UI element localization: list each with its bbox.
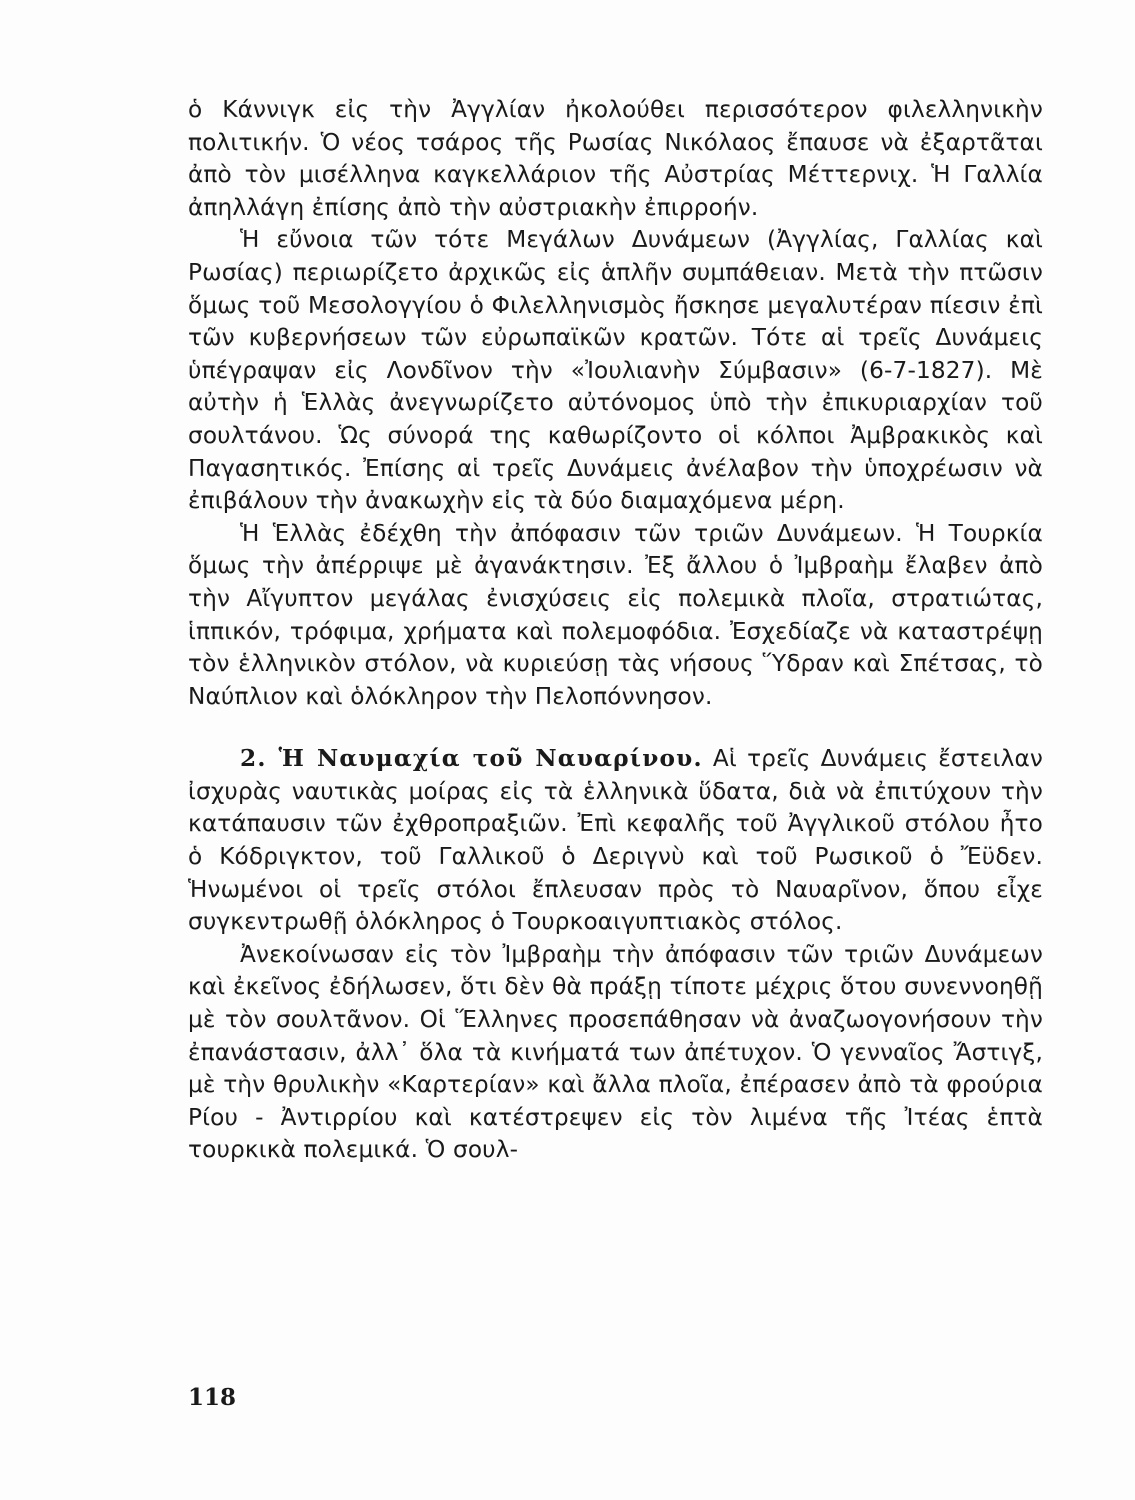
paragraph-3: Ἡ Ἑλλὰς ἐδέχθη τὴν ἀπόφασιν τῶν τριῶν Δυνάμεων. Ἡ Τουρκία ὅμως τὴν ἀπέρριψε μὲ ἀγανάκτησιν. Ἐξ ἄλλου ὁ Ἰμβραὴμ ἔλαβεν ἀπὸ τὴν Αἴγυπτον μεγάλας ἐνισχύσεις εἰς πολεμικὰ πλοῖα, στρατιώτας, ἱππικόν, τρόφιμα, χρήματα καὶ πολεμοφόδια. Ἐσχεδίαζε νὰ καταστρέψῃ τὸν ἑλληνικὸν στόλον, νὰ κυριεύσῃ τὰς νήσους Ὕδραν καὶ Σπέτσας, τὸ Ναύπλιον καὶ ὁλόκληρον τὴν Πελοπόννησον. <box>188 519 1043 710</box>
paragraph-4-text: Αἱ τρεῖς Δυνάμεις ἔστειλαν ἰσχυρὰς ναυτικὰς μοίρας εἰς τὰ ἑλληνικὰ ὕδατα, διὰ νὰ ἐπιτύχουν τὴν κατάπαυσιν τῶν ἐχθροπραξιῶν. Ἐπὶ κεφαλῆς τοῦ Ἀγγλικοῦ στόλου ἦτο ὁ Κόδριγκτον, τοῦ Γαλλικοῦ ὁ Δεριγνὺ καὶ τοῦ Ρωσικοῦ ὁ Ἔϋδεν. Ἡνωμένοι οἱ τρεῖς στόλοι ἔπλευσαν πρὸς τὸ Ναυαρῖνον, ὅπου εἶχε συγκεντρωθῇ ὁλόκληρος ὁ Τουρκοαιγυπτιακὸς στόλος. <box>188 745 1043 936</box>
page-body-text <box>188 94 1043 1167</box>
section-spacer <box>188 713 1043 743</box>
paragraph-4 <box>188 743 1043 939</box>
paragraph-1: ὁ Κάννιγκ εἰς τὴν Ἀγγλίαν ἠκολούθει περισσότερον φιλελληνικὴν πολιτικήν. Ὁ νέος τσάρος τῆς Ρωσίας Νικόλαος ἔπαυσε νὰ ἐξαρτᾶται ἀπὸ τὸν μισέλληνα καγκελλάριον τῆς Αὐστρίας Μέττερνιχ. Ἡ Γαλλία ἀπηλλάγη ἐπίσης ἀπὸ τὴν αὐστριακὴν ἐπιρροήν. <box>188 96 1043 221</box>
paragraph-2: Ἡ εὔνοια τῶν τότε Μεγάλων Δυνάμεων (Ἀγγλίας, Γαλλίας καὶ Ρωσίας) περιωρίζετο ἀρχικῶς εἰς ἁπλῆν συμπάθειαν. Μετὰ τὴν πτῶσιν ὅμως τοῦ Μεσολογγίου ὁ Φιλελληνισμὸς ἤσκησε μεγαλυτέραν πίεσιν ἐπὶ τῶν κυβερνήσεων τῶν εὐρωπαϊκῶν κρατῶν. Τότε αἱ τρεῖς Δυνάμεις ὑπέγραψαν εἰς Λονδῖνον τὴν «Ἰουλιανὴν Σύμβασιν» (6-7-1827). Μὲ αὐτὴν ἡ Ἑλλὰς ἀνεγνωρίζετο αὐτόνομος ὑπὸ τὴν ἐπικυριαρχίαν τοῦ σουλτάνου. Ὡς σύνορά της καθωρίζοντο οἱ κόλποι Ἀμβρακικὸς καὶ Παγασητικός. Ἐπίσης αἱ τρεῖς Δυνάμεις ἀνέλαβον τὴν ὑποχρέωσιν νὰ ἐπιβάλουν τὴν ἀνακωχὴν εἰς τὰ δύο διαμαχόμενα μέρη. <box>188 226 1043 515</box>
paragraph-5: Ἀνεκοίνωσαν εἰς τὸν Ἰμβραὴμ τὴν ἀπόφασιν τῶν τριῶν Δυνάμεων καὶ ἐκεῖνος ἐδήλωσεν, ὅτι δὲν θὰ πράξῃ τίποτε μέχρις ὅτου συνεννοηθῇ μὲ τὸν σουλτᾶνον. Οἱ Ἕλληνες προσεπάθησαν νὰ ἀναζωογονήσουν τὴν ἐπανάστασιν, ἀλλ᾽ ὅλα τὰ κινήματά των ἀπέτυχον. Ὁ γενναῖος Ἄστιγξ, μὲ τὴν θρυλικὴν «Καρτερίαν» καὶ ἄλλα πλοῖα, ἐπέρασεν ἀπὸ τὰ φρούρια Ρίου - Ἀντιρρίου καὶ κατέστρεψεν εἰς τὸν λιμένα τῆς Ἰτέας ἑπτὰ τουρκικὰ πολεμικά. Ὁ σουλ- <box>188 940 1043 1164</box>
section-heading: 2. Ἡ Ναυμαχία τοῦ Ναυαρίνου. <box>240 745 703 773</box>
page-number: 118 <box>188 1384 237 1411</box>
